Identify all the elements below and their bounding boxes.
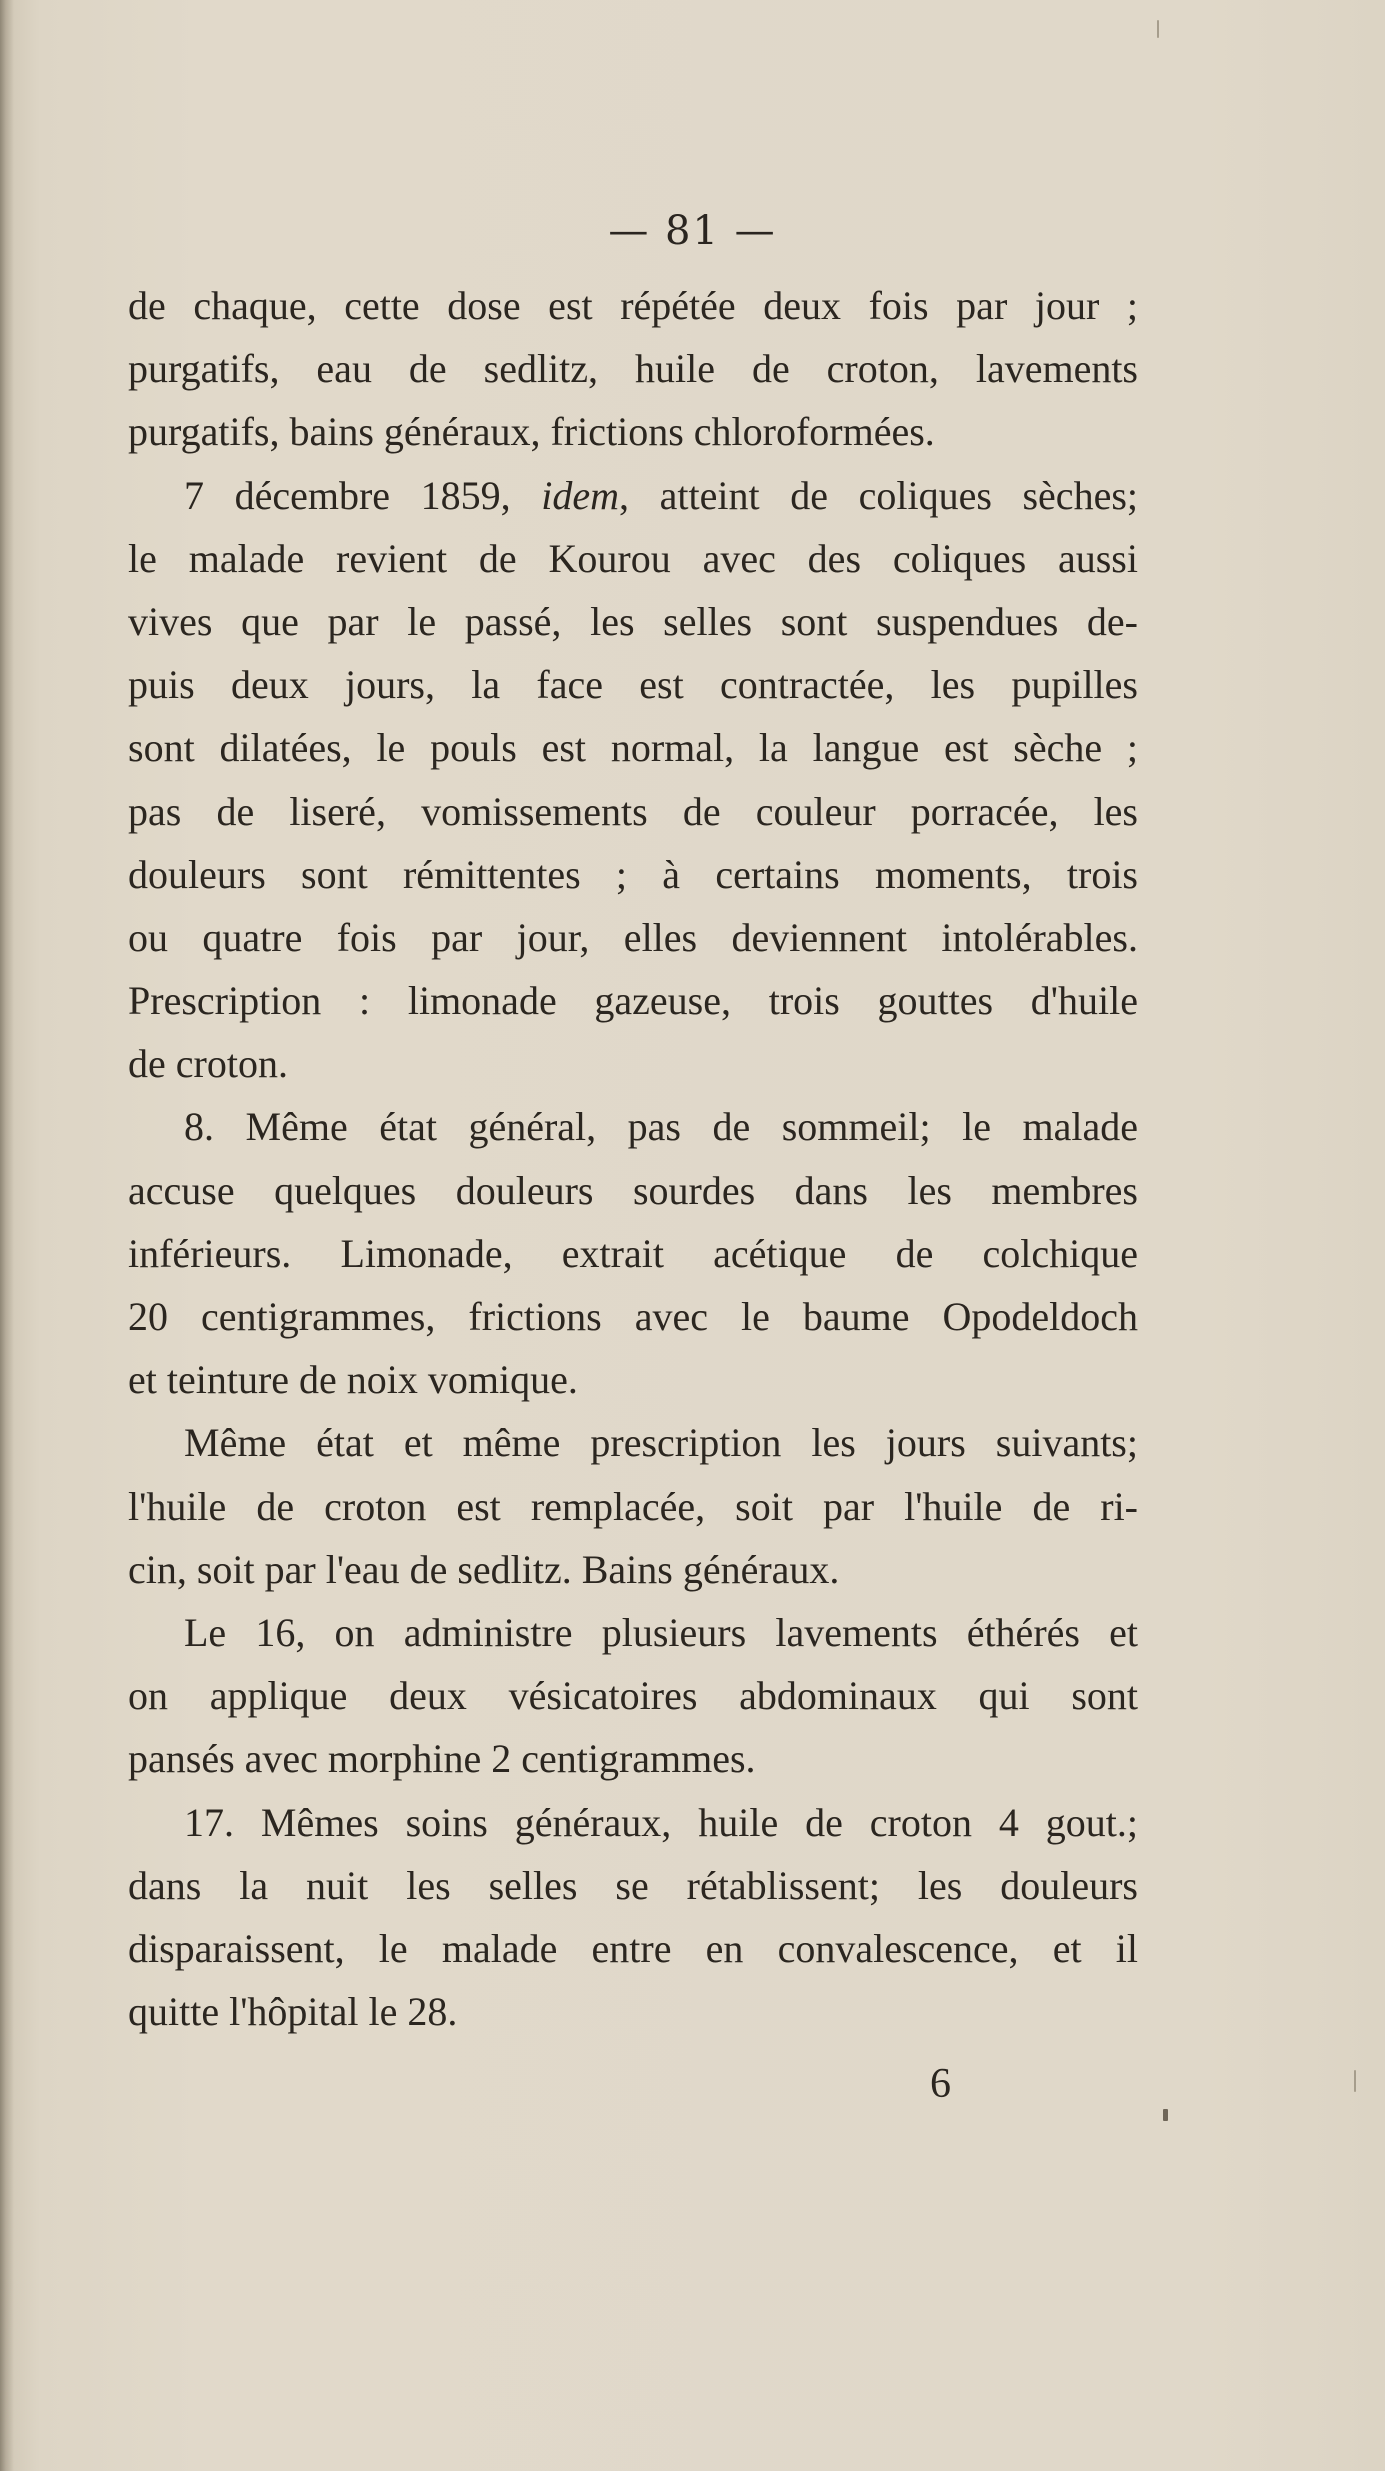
paper-speck [1157, 20, 1159, 38]
text-line: l'huile de croton est remplacée, soit par l'huile de ri- [128, 1483, 1138, 1529]
text-line: pas de liseré, vomissements de couleur porracée, les [128, 788, 1138, 834]
text-line: Prescription : limonade gazeuse, trois gouttes d'huile [128, 978, 1138, 1024]
text-line: disparaissent, le malade entre en convalescence, et il [128, 1925, 1138, 1971]
text-line: puis deux jours, la face est contractée, les pupilles [128, 662, 1138, 708]
paper-speck [1354, 2070, 1356, 2092]
text-line: inférieurs. Limonade, extrait acétique de colchique [128, 1230, 1138, 1276]
text-line: pansés avec morphine 2 centigrammes. [128, 1736, 756, 1782]
text-line: et teinture de noix vomique. [128, 1357, 578, 1403]
text-line: Même état et même prescription les jours suivants; [184, 1420, 1138, 1466]
binding-shadow [0, 0, 14, 2471]
text-line: cin, soit par l'eau de sedlitz. Bains généraux. [128, 1546, 840, 1592]
text-line: 7 décembre 1859, idem, atteint de coliques sèches; [184, 472, 1138, 518]
text-line: quitte l'hôpital le 28. [128, 1989, 458, 2035]
text-line: de croton. [128, 1041, 288, 1087]
text-line: douleurs sont rémittentes ; à certains moments, trois [128, 851, 1138, 897]
text-line: 8. Même état général, pas de sommeil; le malade [184, 1104, 1138, 1150]
text-line: purgatifs, bains généraux, frictions chloroformées. [128, 409, 935, 455]
text-line: de chaque, cette dose est répétée deux fois par jour ; [128, 283, 1138, 328]
text-line: accuse quelques douleurs sourdes dans les membres [128, 1167, 1138, 1213]
italic-word: idem [541, 472, 620, 518]
signature-mark: 6 [930, 2061, 951, 2107]
text-line: Le 16, on administre plusieurs lavements éthérés et [184, 1609, 1138, 1655]
text-line: 17. Mêmes soins généraux, huile de croton 4 gout.; [184, 1799, 1138, 1845]
body-text [128, 274, 1138, 2043]
text-line: on applique deux vésicatoires abdominaux qui sont [128, 1673, 1138, 1719]
text-line: le malade revient de Kourou avec des coliques aussi [128, 535, 1138, 581]
paper-speck [1163, 2109, 1168, 2121]
text-line: sont dilatées, le pouls est normal, la langue est sèche ; [128, 725, 1138, 771]
page-number: — 81 — [608, 208, 777, 254]
text-line: dans la nuit les selles se rétablissent; les douleurs [128, 1862, 1138, 1908]
text-line: purgatifs, eau de sedlitz, huile de croton, lavements [128, 346, 1138, 392]
text-line: 20 centigrammes, frictions avec le baume Opodeldoch [128, 1294, 1138, 1339]
text-line: ou quatre fois par jour, elles deviennent intolérables. [128, 914, 1138, 960]
text-line: vives que par le passé, les selles sont suspendues de- [128, 598, 1138, 644]
